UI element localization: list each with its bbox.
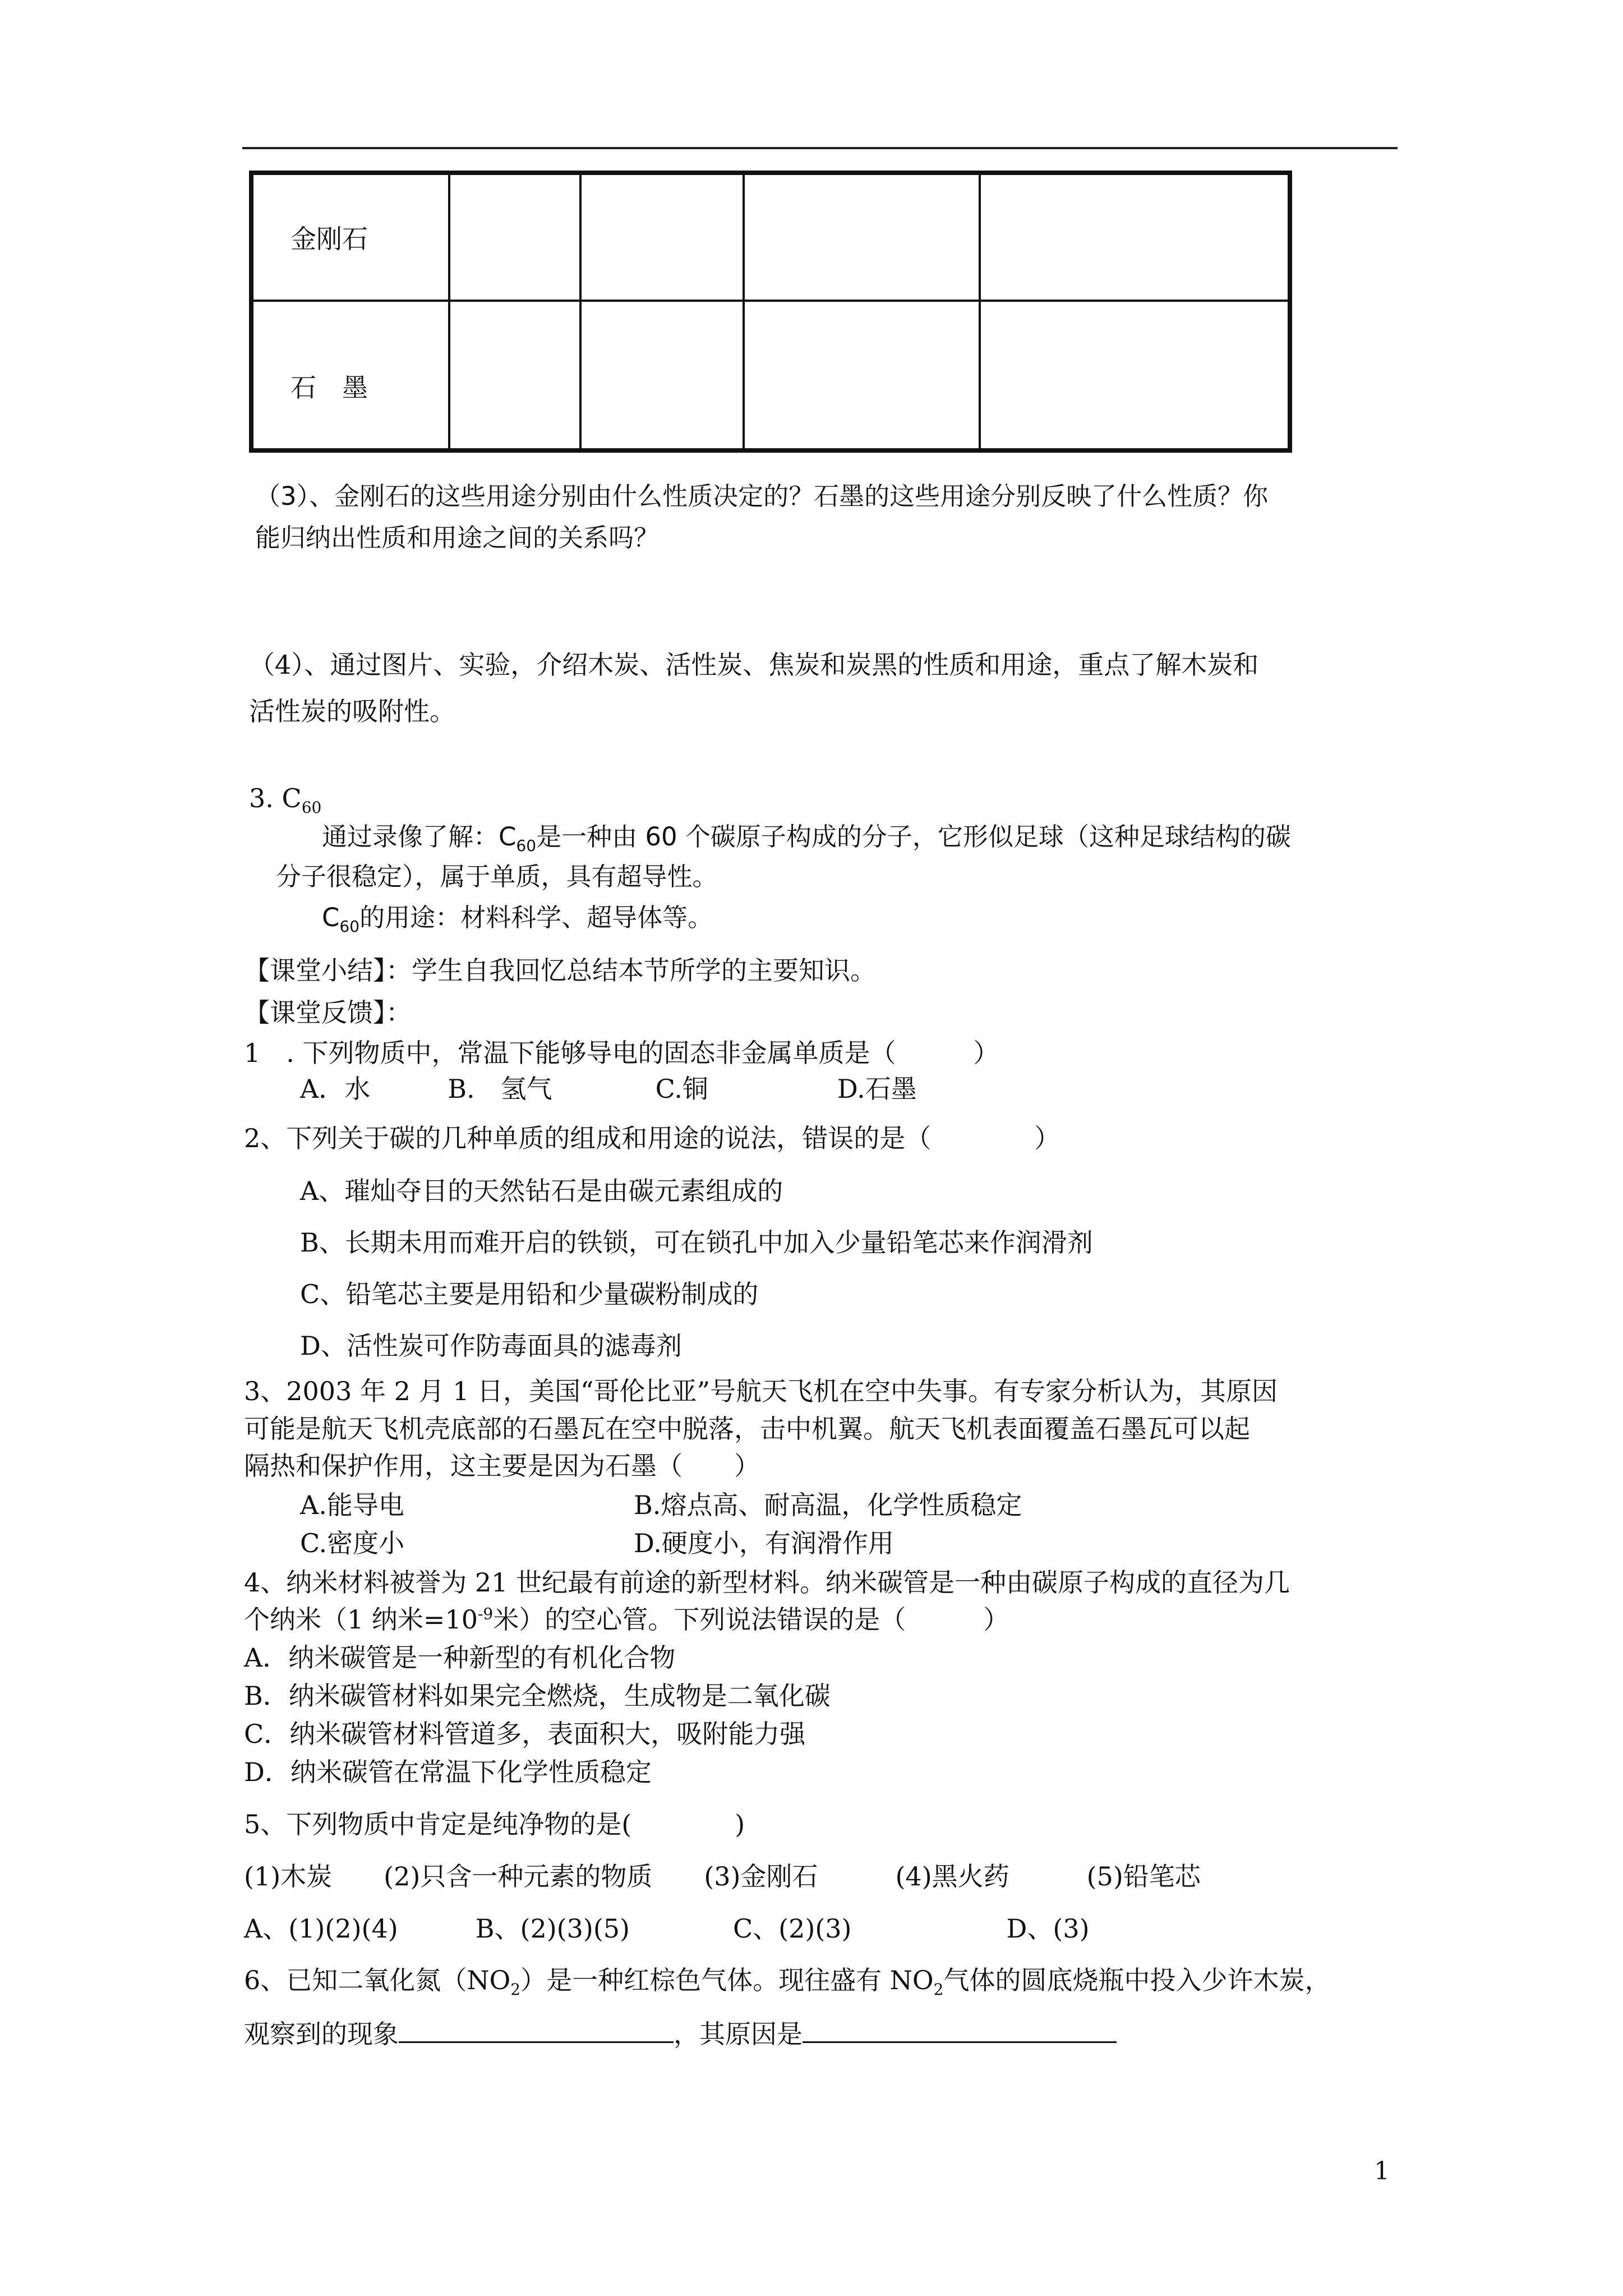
reason-blank[interactable] [803,2014,1117,2043]
table-cell[interactable] [580,301,744,450]
table-cell[interactable] [580,173,744,301]
question-5-options: A、(1)(2)(4) B、(2)(3)(5) C、(2)(3) D、(3) [244,1913,1090,1944]
question-3-line1: 3、2003 年 2 月 1 日，美国“哥伦比亚”号航天飞机在空中失事。有专家分析认为，其原因 [244,1376,1278,1406]
question-4-option-a: A．纳米碳管是一种新型的有机化合物 [244,1642,676,1673]
table-cell[interactable] [980,173,1290,301]
question-1-stem: 1 . 下列物质中，常温下能够导电的固态非金属单质是（ ） [244,1038,999,1068]
c60-paragraph-line2: 分子很稳定），属于单质，具有超导性。 [276,862,718,891]
c60-heading: 3. $C_{60}$ [249,783,322,817]
question-6-line1: 6、已知二氧化氮$(NO_2)$是一种红棕色气体。现往盛有 $NO_2$气体的圆底烧瓶中投入少许木炭， [244,1965,1331,1999]
question-3-option-a: A.能导电 [300,1490,404,1520]
question-3-option-c: C.密度小 [300,1528,405,1558]
table-cell[interactable] [449,173,580,301]
header-rule [242,147,1398,149]
q4-text-line2: 活性炭的吸附性。 [249,696,455,726]
question-3-option-b: B.熔点高、耐高温，化学性质稳定 [634,1490,1022,1520]
q4-text-line1: （4）、通过图片、实验，介绍木炭、活性炭、焦炭和炭黑的性质和用途，重点了解木炭和 [249,650,1259,680]
q3-text-line1: （3）、金刚石的这些用途分别由什么性质决定的？石墨的这些用途分别反映了什么性质？你 [255,481,1269,511]
question-3-option-d: D.硬度小，有润滑作用 [634,1528,894,1558]
question-4-option-d: D．纳米碳管在常温下化学性质稳定 [244,1757,652,1787]
c60-uses: $C_{60}$的用途：材料科学、超导体等。 [322,903,713,936]
question-1-options: A．水 B. 氢气 C.铜 D.石墨 [300,1074,917,1104]
row-label-diamond: 金刚石 [251,173,449,301]
phenomenon-blank[interactable] [399,2014,674,2043]
question-5-items: (1)木炭 (2)只含一种元素的物质 (3)金刚石 (4)黑火药 (5)铅笔芯 [244,1861,1201,1892]
table-cell[interactable] [744,301,980,450]
question-2-stem: 2、下列关于碳的几种单质的组成和用途的说法，错误的是（ ） [244,1123,1061,1153]
question-5-stem: 5、下列物质中肯定是纯净物的是( ) [244,1809,745,1839]
question-2-option-c: C、铅笔芯主要是用铅和少量碳粉制成的 [300,1279,759,1309]
page-number: 1 [1374,2157,1390,2185]
table-cell[interactable] [449,301,580,450]
question-4-line1: 4、纳米材料被誉为 21 世纪最有前途的新型材料。纳米碳管是一种由碳原子构成的直径为几 [244,1567,1290,1598]
class-summary: 【课堂小结】：学生自我回忆总结本节所学的主要知识。 [244,955,876,986]
question-4-option-b: B．纳米碳管材料如果完全燃烧，生成物是二氧化碳 [244,1681,831,1711]
class-feedback-title: 【课堂反馈】： [244,997,412,1028]
q3-text-line2: 能归纳出性质和用途之间的关系吗？ [255,523,660,553]
c60-paragraph-line1: 通过录像了解：$C_{60}$是一种由 60 个碳原子构成的分子，它形似足球（这种足球结构的碳 [322,822,1291,855]
table-row [251,301,1290,450]
question-4-option-c: C．纳米碳管材料管道多，表面积大，吸附能力强 [244,1719,806,1749]
question-3-line3: 隔热和保护作用，这主要是因为石墨（ ） [244,1451,760,1481]
table-row [251,173,1290,301]
properties-table [249,171,1292,453]
question-2-option-a: A、璀灿夺目的天然钻石是由碳元素组成的 [300,1176,783,1206]
question-2-option-b: B、长期未用而难开启的铁锁，可在锁孔中加入少量铅笔芯来作润滑剂 [300,1227,1093,1258]
row-label-graphite: 石 墨 [251,301,449,450]
question-3-line2: 可能是航天飞机壳底部的石墨瓦在空中脱落，击中机翼。航天飞机表面覆盖石墨瓦可以起 [244,1414,1250,1444]
table-cell[interactable] [744,173,980,301]
question-6-line2: 观察到的现象 ，其原因是 [244,2014,1117,2054]
table-cell[interactable] [980,301,1290,450]
question-2-option-d: D、活性炭可作防毒面具的滤毒剂 [300,1331,682,1361]
question-4-line2: 个纳米（1 纳米$=10^{-9}$米）的空心管。下列说法错误的是（ ） [244,1604,1009,1635]
